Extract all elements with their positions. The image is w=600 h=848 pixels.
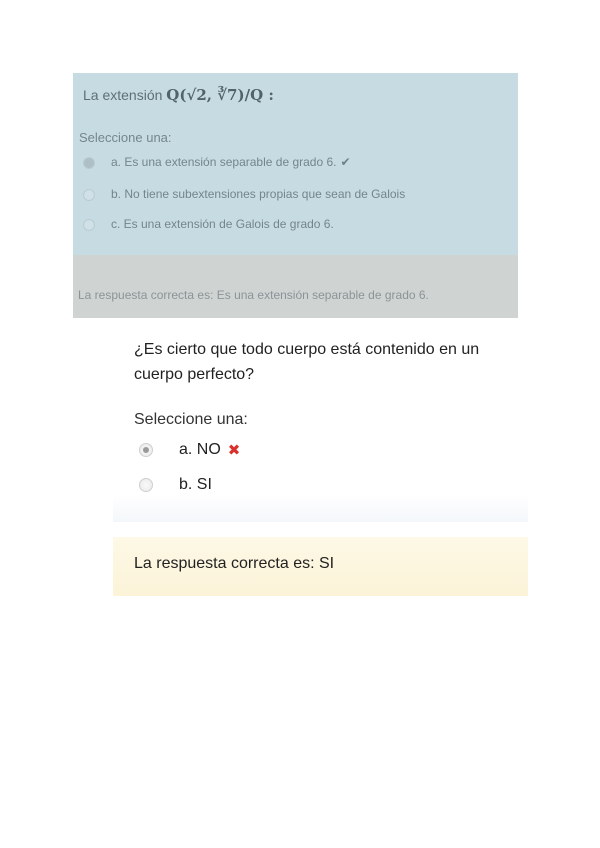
question-1-prompt-text: La extensión: [83, 87, 163, 103]
incorrect-x-icon: ✖: [227, 442, 241, 459]
checkmark-icon: ✔: [340, 155, 351, 169]
question-1-option-a[interactable]: [83, 155, 351, 169]
question-1-prompt: [83, 86, 274, 104]
question-1-select-label: Seleccione una:: [79, 130, 172, 145]
radio-button[interactable]: [139, 478, 153, 492]
question-1-correct-answer: La respuesta correcta es: Es una extensión separable de grado 6.: [78, 288, 429, 302]
question-2-feedback: [113, 537, 528, 596]
question-2-correct-answer: La respuesta correcta es: SI: [134, 555, 335, 572]
radio-button[interactable]: [83, 189, 95, 201]
question-1-option-c[interactable]: [83, 217, 334, 231]
option-label: a. NO: [179, 441, 221, 458]
option-label: b. SI: [179, 476, 212, 493]
question-2-select-label: Seleccione una:: [134, 411, 248, 428]
radio-button-selected[interactable]: [139, 443, 153, 457]
question-1-panel: [73, 73, 518, 318]
radio-button-selected[interactable]: [83, 157, 95, 169]
option-label: a. Es una extensión separable de grado 6.: [111, 155, 337, 169]
option-label: b. No tiene subextensiones propias que sean de Galois: [111, 187, 406, 201]
question-2-text: ¿Es cierto que todo cuerpo está contenido en un cuerpo perfecto?: [134, 341, 480, 383]
option-label: c. Es una extensión de Galois de grado 6.: [111, 217, 334, 231]
question-2-option-b[interactable]: [139, 474, 212, 496]
question-1-option-b[interactable]: [83, 187, 405, 201]
question-1-feedback: [73, 255, 518, 318]
question-2-panel: [113, 320, 528, 522]
question-1-body: [73, 73, 518, 255]
radio-button[interactable]: [83, 219, 95, 231]
question-1-formula: Q(√2, ∛7)/Q :: [166, 86, 274, 104]
question-2-option-a[interactable]: [139, 439, 240, 461]
